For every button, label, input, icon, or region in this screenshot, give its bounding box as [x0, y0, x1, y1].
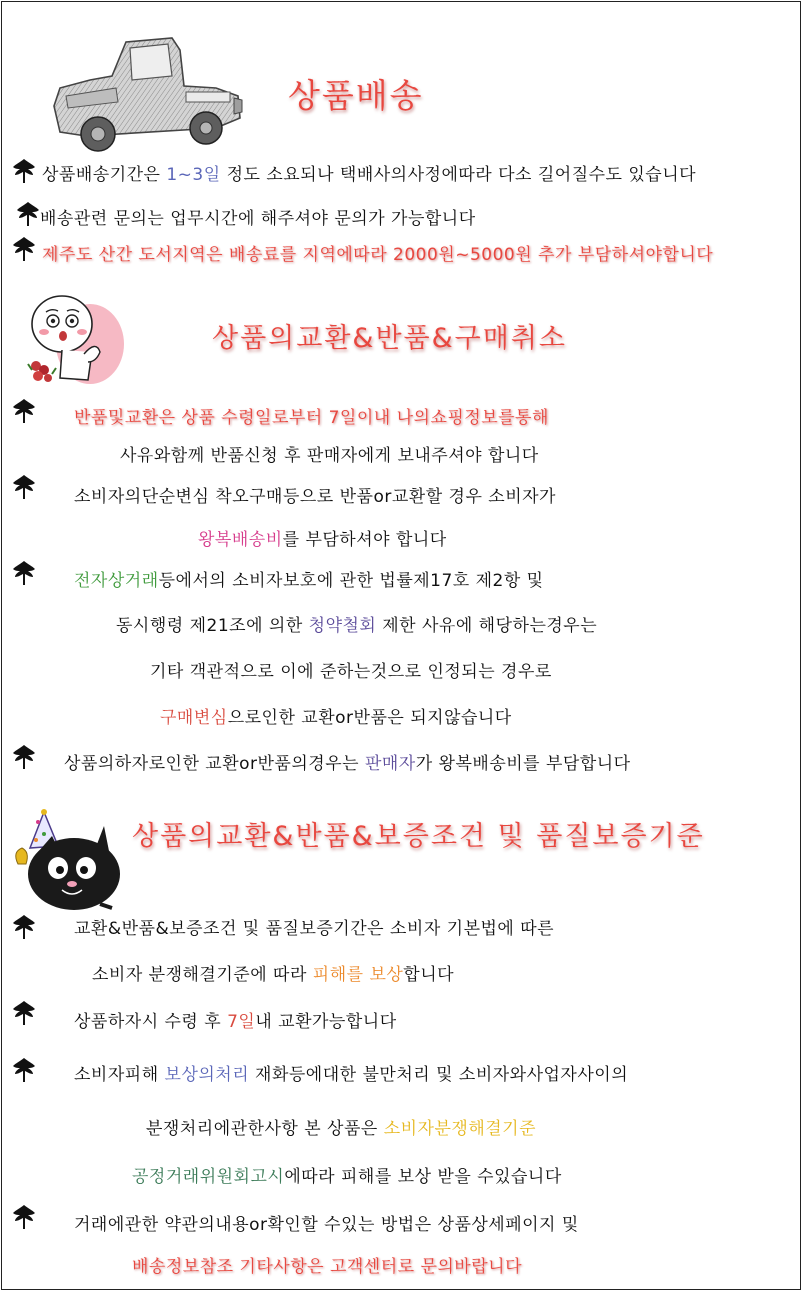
leaf-bullet-icon: [12, 236, 36, 262]
leaf-bullet-icon: [12, 560, 36, 586]
round-trip-fee-text: 왕복배송비를 부담하셔야 합니다: [198, 530, 447, 550]
simple-change-text: 소비자의단순변심 착오구매등으로 반품or교환할 경우 소비자가: [74, 487, 556, 507]
consumer-damage-text: 소비자피해 보상의처리 재화등에대한 불만처리 및 소비자와사업자사이의: [74, 1065, 629, 1085]
leaf-bullet-icon: [12, 474, 36, 500]
withdrawal-limit-text: 동시행령 제21조에 의한 청약철회 제한 사유에 해당하는경우는: [116, 616, 598, 636]
ftc-notice-text: 공정거래위원회고시에따라 피해를 보상 받을 수있습니다: [132, 1167, 562, 1187]
objective-case-text: 기타 객관적으로 이에 준하는것으로 인정되는 경우로: [150, 662, 552, 682]
leaf-bullet-icon: [12, 1000, 36, 1026]
return-deadline-text: 반품및교환은 상품 수령일로부터 7일이내 나의쇼핑정보를통해: [74, 408, 549, 428]
leaf-bullet-icon: [12, 158, 36, 184]
truck-icon: [46, 36, 246, 156]
ecommerce-law-text: 전자상거래등에서의 소비자보호에 관한 법률제17호 제2항 및: [74, 571, 544, 591]
page-frame: [1, 1, 801, 1290]
defect-return-text: 상품의하자로인한 교환or반품의경우는 판매자가 왕복배송비를 부담합니다: [64, 754, 631, 774]
leaf-bullet-icon: [12, 398, 36, 424]
leaf-bullet-icon: [12, 914, 36, 940]
surprised-character-icon: [22, 290, 126, 390]
section-title-warranty: 상품의교환&반품&보증조건 및 품질보증기준: [132, 821, 705, 852]
delivery-inquiry-text: 배송관련 문의는 업무시간에 해주셔야 문의가 가능합니다: [40, 209, 476, 229]
party-cat-icon: [8, 808, 124, 912]
leaf-bullet-icon: [12, 744, 36, 770]
defect-exchange-text: 상품하자시 수령 후 7일내 교환가능합니다: [74, 1012, 397, 1032]
section-title-exchange-return: 상품의교환&반품&구매취소: [212, 323, 568, 354]
warranty-basis-text: 교환&반품&보증조건 및 품질보증기간은 소비자 기본법에 따른: [74, 919, 555, 939]
dispute-standard-text: 소비자 분쟁해결기준에 따라 피해를 보상합니다: [92, 965, 455, 985]
terms-check-text: 거래에관한 약관의내용or확인할 수있는 방법은 상품상세페이지 및: [74, 1215, 579, 1235]
no-return-text: 구매변심으로인한 교환or반품은 되지않습니다: [160, 708, 512, 728]
customer-center-text: 배송정보참조 기타사항은 고객센터로 문의바랍니다: [132, 1257, 522, 1277]
leaf-bullet-icon: [16, 201, 40, 227]
delivery-period-text: 상품배송기간은 1~3일 정도 소요되나 택배사의사정에따라 다소 길어질수도 있습니다: [42, 165, 697, 185]
return-procedure-text: 사유와함께 반품신청 후 판매자에게 보내주셔야 합니다: [120, 446, 539, 466]
dispute-handling-text: 분쟁처리에관한사항 본 상품은 소비자분쟁해결기준: [146, 1119, 537, 1139]
section-title-delivery: 상품배송: [288, 76, 424, 115]
leaf-bullet-icon: [12, 1204, 36, 1230]
delivery-remote-fee-text: 제주도 산간 도서지역은 배송료를 지역에따라 2000원~5000원 추가 부담하셔야합니다: [42, 245, 714, 265]
leaf-bullet-icon: [12, 1057, 36, 1083]
